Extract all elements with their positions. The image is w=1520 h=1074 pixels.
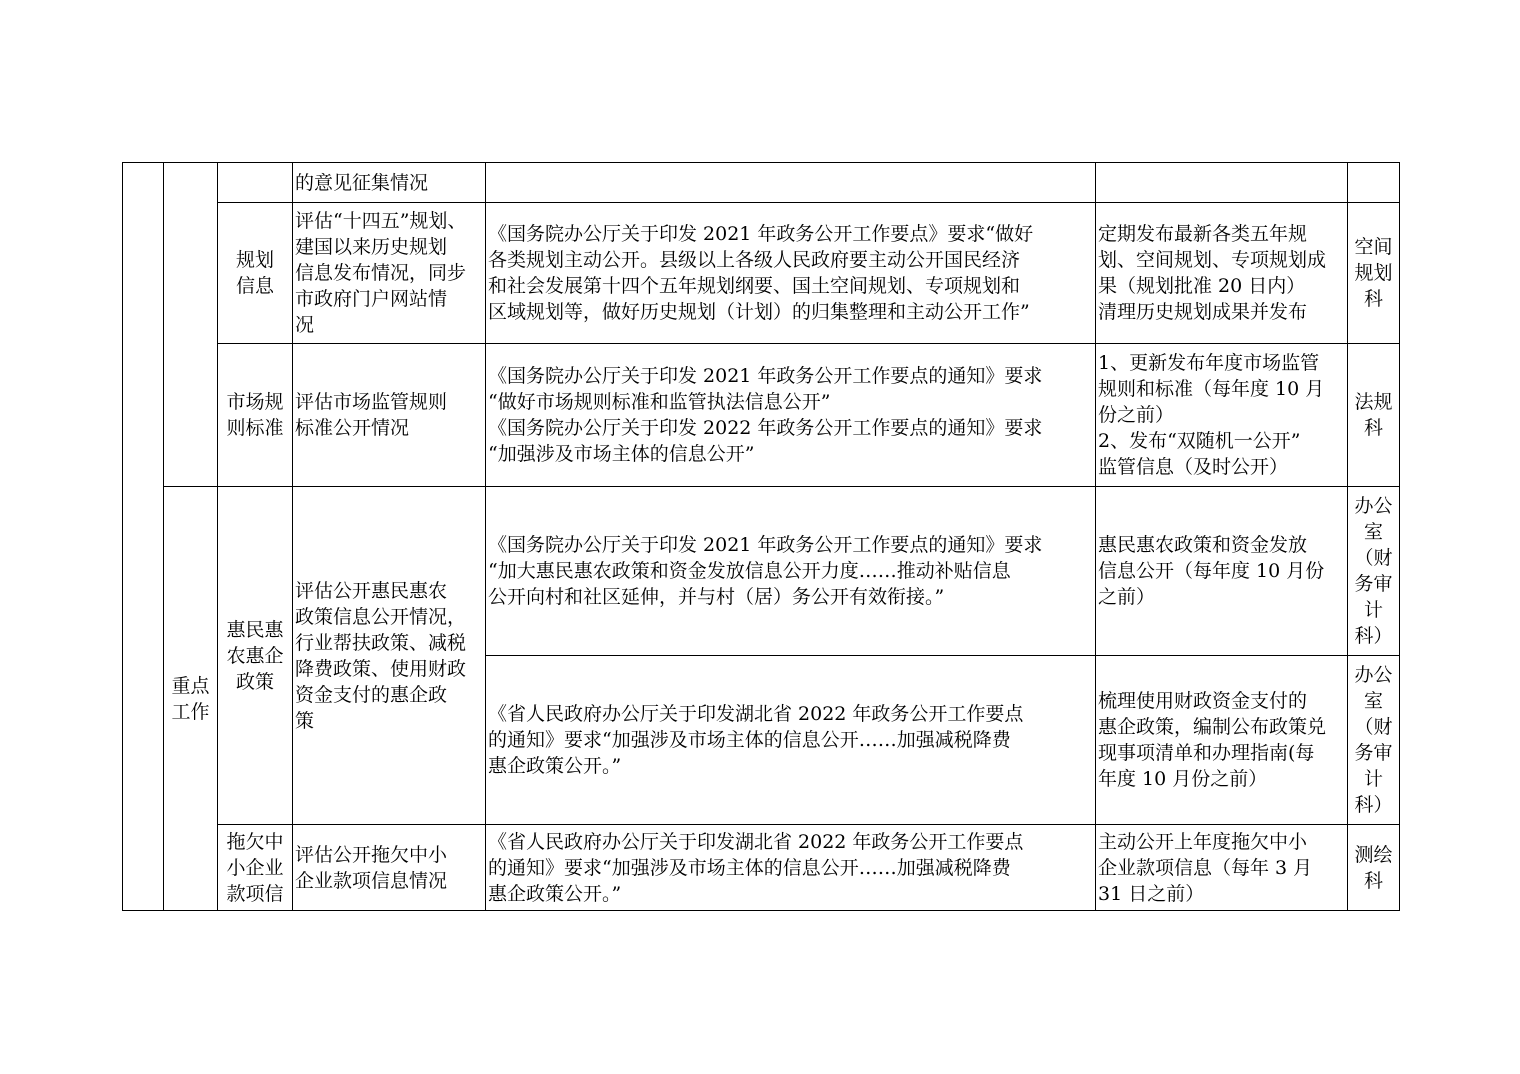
item-cell (218, 487, 293, 825)
text-line: 公开向村和社区延伸，并与村（居）务公开有效衔接。” (488, 586, 945, 608)
text-line: 科 (1363, 417, 1383, 439)
text-line: 市政府门户网站情 (295, 288, 448, 310)
text-line: 则标准 (226, 417, 284, 439)
text-line: 策 (295, 709, 315, 732)
text-line: 年度 10 月份之前） (1098, 768, 1268, 790)
basis-cell (486, 163, 1096, 203)
text-line: 办公 (1354, 495, 1393, 517)
table-row (123, 344, 1400, 487)
requirement-cell (1096, 344, 1348, 487)
text-line: 定期发布最新各类五年规 (1098, 223, 1308, 245)
text-line: 办公 (1354, 664, 1393, 686)
dept-cell (1348, 344, 1400, 487)
text-line: 信息公开（每年度 10 月份 (1098, 560, 1325, 582)
basis-cell (486, 203, 1096, 344)
dept-cell (1348, 203, 1400, 344)
text-line: 科） (1354, 625, 1393, 647)
table-row (123, 203, 1400, 344)
text-line: 《省人民政府办公厅关于印发湖北省 2022 年政务公开工作要点 (488, 703, 1024, 725)
category-cell (164, 487, 218, 911)
text-line: 《国务院办公厅关于印发 2022 年政务公开工作要点的通知》要求 (488, 417, 1043, 439)
text-line: 农惠企 (226, 644, 284, 667)
text-line: 惠民惠 (226, 618, 284, 641)
text-line: 信息发布情况，同步 (295, 262, 467, 284)
text-line: 果（规划批准 20 日内） (1098, 275, 1306, 297)
text-line: 的通知》要求“加强涉及市场主体的信息公开……加强减税降费 (488, 729, 1011, 751)
text-line: 评估公开惠民惠农 (295, 579, 448, 602)
basis-cell (486, 487, 1096, 656)
text-line: 工作 (171, 700, 210, 723)
text-line: 降费政策、使用财政 (295, 657, 467, 680)
table-row (123, 825, 1400, 911)
text-line: 计 (1363, 599, 1383, 621)
item-cell (218, 163, 293, 203)
text-line: 规划 (1354, 262, 1393, 284)
requirement-cell (1096, 825, 1348, 911)
text-line: 标准公开情况 (295, 417, 410, 439)
text-line: 况 (295, 314, 315, 336)
text-line: 政策 (235, 670, 274, 693)
text-line: 资金支付的惠企政 (295, 683, 448, 706)
text-line: 务审 (1354, 742, 1393, 764)
text-line: 之前） (1098, 586, 1156, 608)
text-line: 计 (1363, 768, 1383, 790)
text-line: 划、空间规划、专项规划成 (1098, 249, 1327, 271)
item-cell (218, 203, 293, 344)
text-line: 惠民惠农政策和资金发放 (1098, 534, 1308, 556)
text-line: 31 日之前） (1098, 882, 1205, 905)
text-line: 1、更新发布年度市场监管 (1098, 352, 1320, 374)
text-line: 法规 (1354, 391, 1393, 413)
work-points-table (122, 162, 1400, 911)
table-row (123, 163, 1400, 203)
text-line: 空间 (1354, 236, 1393, 258)
text-line: 《国务院办公厅关于印发 2021 年政务公开工作要点的通知》要求 (488, 365, 1043, 387)
text-line: “加强涉及市场主体的信息公开” (488, 443, 755, 465)
text-line: 测绘 (1354, 843, 1393, 866)
text-line: 2、发布“双随机一公开” (1098, 430, 1301, 452)
text-line: 政策信息公开情况， (295, 605, 467, 628)
text-line: （财 (1354, 716, 1393, 738)
text-line: 建国以来历史规划 (295, 236, 448, 258)
item-cell (218, 825, 293, 911)
dept-cell (1348, 487, 1400, 656)
requirement-cell (1096, 203, 1348, 344)
text-line: 信息 (235, 275, 274, 297)
text-line: 行业帮扶政策、减税 (295, 631, 467, 654)
text-line: 主动公开上年度拖欠中小 (1098, 830, 1308, 853)
basis-cell (486, 656, 1096, 825)
text-line: 科） (1354, 794, 1393, 816)
text-line: 清理历史规划成果并发布 (1098, 301, 1308, 323)
text-line: 规划 (235, 249, 274, 271)
text-line: 《省人民政府办公厅关于印发湖北省 2022 年政务公开工作要点 (488, 830, 1024, 853)
basis-cell (486, 825, 1096, 911)
content-cell: 的意见征集情况 (293, 163, 486, 203)
text-line: 评估公开拖欠中小 (295, 843, 448, 866)
text-line: 和社会发展第十四个五年规划纲要、国土空间规划、专项规划和 (488, 275, 1021, 297)
text-line: 小企业 (226, 856, 284, 879)
text-line: 科 (1363, 288, 1383, 310)
text-line: 梳理使用财政资金支付的 (1098, 690, 1308, 712)
content-cell (293, 825, 486, 911)
requirement-cell (1096, 163, 1348, 203)
content-cell (293, 487, 486, 825)
text-line: 《国务院办公厅关于印发 2021 年政务公开工作要点》要求“做好 (488, 223, 1034, 245)
basis-cell (486, 344, 1096, 487)
dept-cell (1348, 656, 1400, 825)
index-column-cell (123, 163, 164, 911)
item-cell (218, 344, 293, 487)
text-line: “做好市场规则标准和监管执法信息公开” (488, 391, 831, 413)
text-line: 规则和标准（每年度 10 月 (1098, 378, 1325, 400)
content-cell (293, 344, 486, 487)
text-line: 市场规 (226, 391, 284, 413)
text-line: 《国务院办公厅关于印发 2021 年政务公开工作要点的通知》要求 (488, 534, 1043, 556)
text-line: 企业款项信息（每年 3 月 (1098, 856, 1313, 879)
text-line: 惠企政策公开。” (488, 755, 622, 777)
text-line: 惠企政策，编制公布政策兑 (1098, 716, 1327, 738)
text-line: 拖欠中 (226, 830, 284, 853)
text-line: 份之前） (1098, 404, 1175, 426)
text-line: 室 (1363, 521, 1383, 543)
text-line: （财 (1354, 547, 1393, 569)
text-line: 室 (1363, 690, 1383, 712)
text-line: 务审 (1354, 573, 1393, 595)
text-line: 重点 (171, 674, 210, 697)
category-cell-continued (164, 163, 218, 487)
text-line: 科 (1363, 869, 1383, 892)
table-row (123, 487, 1400, 656)
requirement-cell (1096, 487, 1348, 656)
text-line: 现事项清单和办理指南(每 (1098, 742, 1315, 764)
dept-cell (1348, 825, 1400, 911)
text-line: 评估“十四五”规划、 (295, 210, 467, 232)
requirement-cell (1096, 656, 1348, 825)
text-line: 各类规划主动公开。县级以上各级人民政府要主动公开国民经济 (488, 249, 1021, 271)
content-cell (293, 203, 486, 344)
text-line: 监管信息（及时公开） (1098, 456, 1289, 478)
text-line: 区域规划等，做好历史规划（计划）的归集整理和主动公开工作” (488, 301, 1030, 323)
text-line: 评估市场监管规则 (295, 391, 448, 413)
dept-cell (1348, 163, 1400, 203)
text-line: 的通知》要求“加强涉及市场主体的信息公开……加强减税降费 (488, 856, 1011, 879)
text-line: 企业款项信息情况 (295, 869, 448, 892)
text-line: 款项信 (226, 882, 284, 905)
text-line: 惠企政策公开。” (488, 882, 622, 905)
text-line: “加大惠民惠农政策和资金发放信息公开力度……推动补贴信息 (488, 560, 1011, 582)
